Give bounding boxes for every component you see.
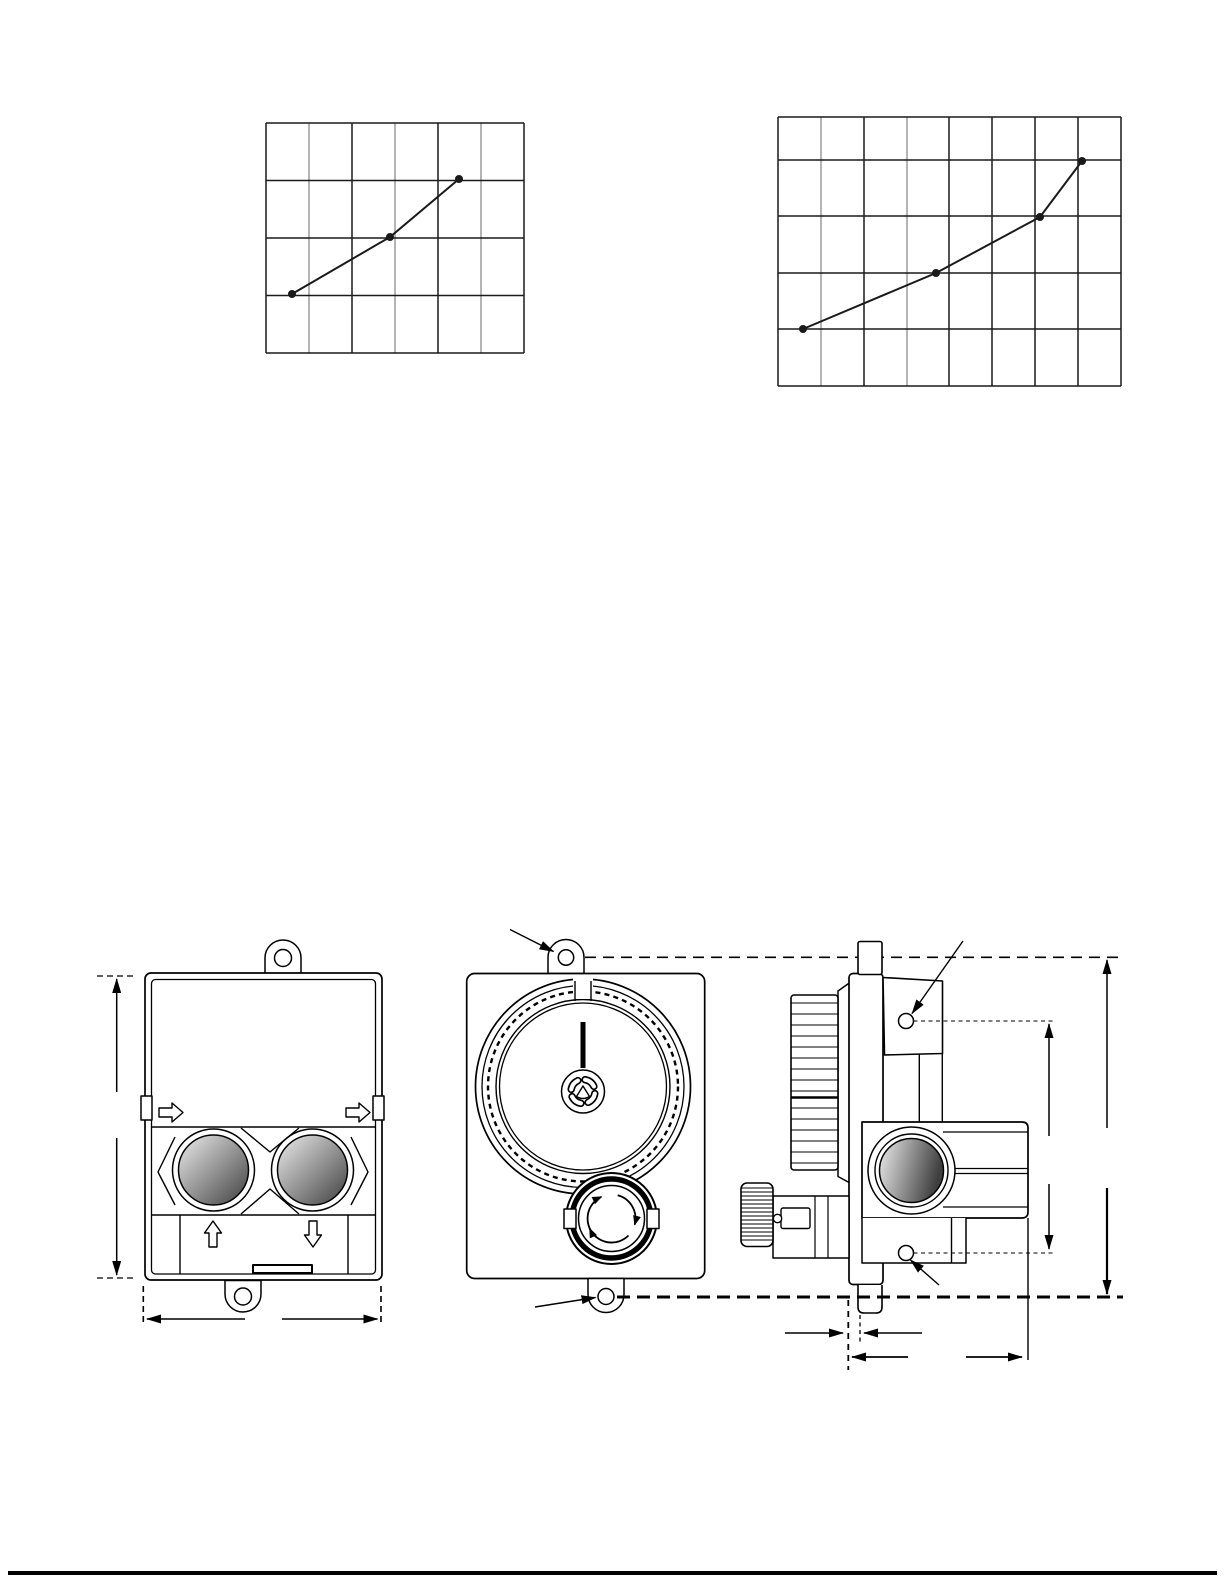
top-view (467, 930, 705, 1313)
mounting-tab-bottom (858, 1285, 882, 1313)
side-tab-left (141, 1096, 152, 1120)
mounting-hole-icon (598, 1289, 614, 1305)
body-lower-section (862, 1218, 966, 1263)
side-tab-right (373, 1096, 384, 1120)
knob-tab-right (647, 1209, 659, 1229)
mounting-hole-icon (235, 1288, 252, 1305)
bottom-notch (253, 1265, 312, 1273)
mounting-hole-icon (275, 950, 292, 967)
leader-arrow-bottom-ear (535, 1298, 596, 1308)
dial-side-profile (791, 983, 850, 1184)
outlet-port-side (880, 1139, 944, 1203)
mounting-hole-icon (558, 950, 573, 965)
mounting-hole-icon (899, 1246, 914, 1261)
mounting-hole-icon (899, 1014, 914, 1029)
side-view (741, 941, 1028, 1313)
mounting-tab-top (858, 942, 882, 975)
gas-control-dial (476, 976, 691, 1194)
pilot-knob (564, 1173, 659, 1264)
inlet-port (179, 1135, 249, 1205)
pilot-assembly-side (741, 1183, 849, 1258)
knob-tab-left (564, 1209, 576, 1229)
front-view (141, 940, 384, 1312)
outlet-port (278, 1135, 348, 1205)
leader-arrow-top-ear (510, 930, 554, 952)
upper-bracket (883, 978, 943, 1056)
page-footer-rule (8, 1571, 1217, 1575)
